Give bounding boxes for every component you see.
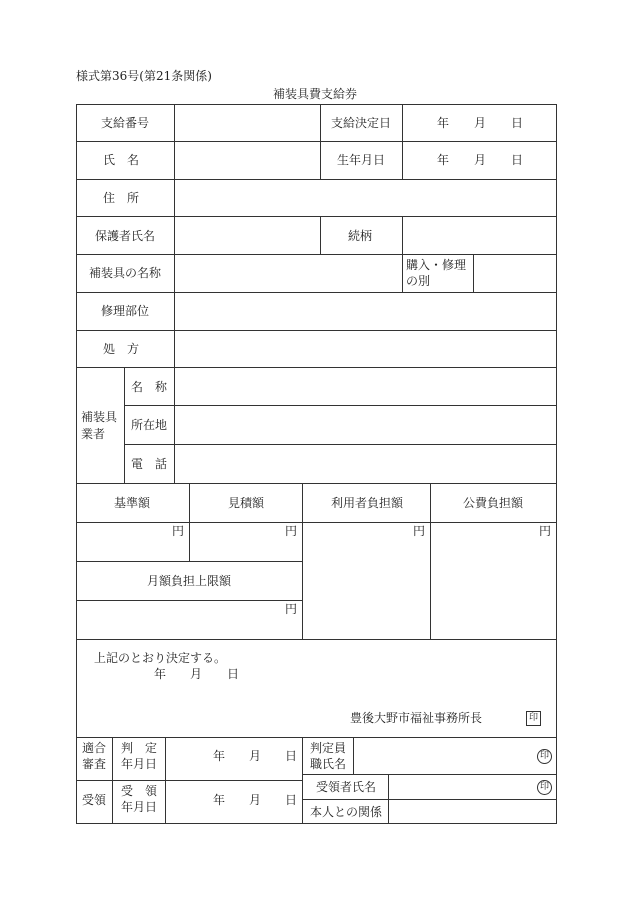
prescription-label: 処 方: [103, 342, 140, 356]
judge-date-day: 日: [285, 749, 298, 763]
office-seal: 印: [526, 711, 541, 726]
public-burden-label: 公費負担額: [463, 496, 524, 510]
judge-date-label-1: 判 定: [121, 741, 158, 755]
decision-text: 上記のとおり決定する。: [94, 651, 227, 665]
office-name: 豊後大野市福祉事務所長: [350, 711, 483, 725]
repair-part-label: 修理部位: [101, 304, 150, 318]
decision-year: 年: [154, 667, 167, 681]
device-name-label: 補装具の名称: [89, 266, 162, 280]
judge-staff-label-1: 判定員: [310, 741, 347, 755]
birth-date-day: 日: [511, 153, 524, 167]
form-number: 様式第36号(第21条関係): [76, 69, 212, 83]
conformity-label-1: 適合: [82, 741, 107, 755]
payment-number-label: 支給番号: [101, 116, 150, 130]
estimate-amount-yen: 円: [285, 524, 298, 538]
receipt-label: 受領: [82, 793, 107, 807]
birth-date-month: 月: [474, 153, 487, 167]
decision-month: 月: [190, 667, 203, 681]
receipt-date-month: 月: [249, 793, 262, 807]
payment-decision-date-label: 支給決定日: [331, 116, 392, 130]
receipt-date-day: 日: [285, 793, 298, 807]
vendor-name-label: 名 称: [131, 380, 168, 394]
vendor-phone-label: 電 話: [131, 457, 168, 471]
user-burden-yen: 円: [413, 524, 426, 538]
judge-date-label-2: 年月日: [121, 757, 158, 771]
page-title: 補装具費支給券: [273, 87, 358, 101]
receipt-date-label-2: 年月日: [121, 800, 158, 814]
relationship-label: 続柄: [348, 229, 373, 243]
birth-date-label: 生年月日: [337, 153, 386, 167]
standard-amount-label: 基準額: [114, 496, 151, 510]
birth-date-year: 年: [437, 153, 450, 167]
receiver-name-label: 受領者氏名: [316, 780, 377, 794]
receipt-date-label-1: 受 領: [121, 784, 158, 798]
receipt-date-year: 年: [213, 793, 226, 807]
vendor-label-1: 補装具: [81, 410, 118, 424]
vendor-location-label: 所在地: [131, 418, 168, 432]
decision-date-year: 年: [437, 116, 450, 130]
monthly-cap-label: 月額負担上限額: [147, 574, 232, 588]
judge-staff-label-2: 職氏名: [310, 757, 347, 771]
address-label: 住 所: [103, 191, 140, 205]
purchase-repair-label-2: の別: [406, 274, 431, 288]
standard-amount-yen: 円: [172, 524, 185, 538]
judge-seal: 印: [537, 749, 552, 764]
decision-date-day: 日: [511, 116, 524, 130]
decision-date-month: 月: [474, 116, 487, 130]
judge-date-year: 年: [213, 749, 226, 763]
monthly-cap-yen: 円: [285, 602, 298, 616]
purchase-repair-label-1: 購入・修理: [406, 258, 467, 272]
decision-day: 日: [227, 667, 240, 681]
user-burden-label: 利用者負担額: [331, 496, 404, 510]
relation-to-self-label: 本人との関係: [310, 805, 383, 819]
public-burden-yen: 円: [539, 524, 552, 538]
estimate-amount-label: 見積額: [228, 496, 265, 510]
conformity-label-2: 審査: [82, 757, 107, 771]
judge-date-month: 月: [249, 749, 262, 763]
name-label: 氏 名: [103, 153, 140, 167]
guardian-name-label: 保護者氏名: [95, 229, 156, 243]
vendor-label-2: 業者: [81, 427, 106, 441]
receiver-seal: 印: [537, 780, 552, 795]
